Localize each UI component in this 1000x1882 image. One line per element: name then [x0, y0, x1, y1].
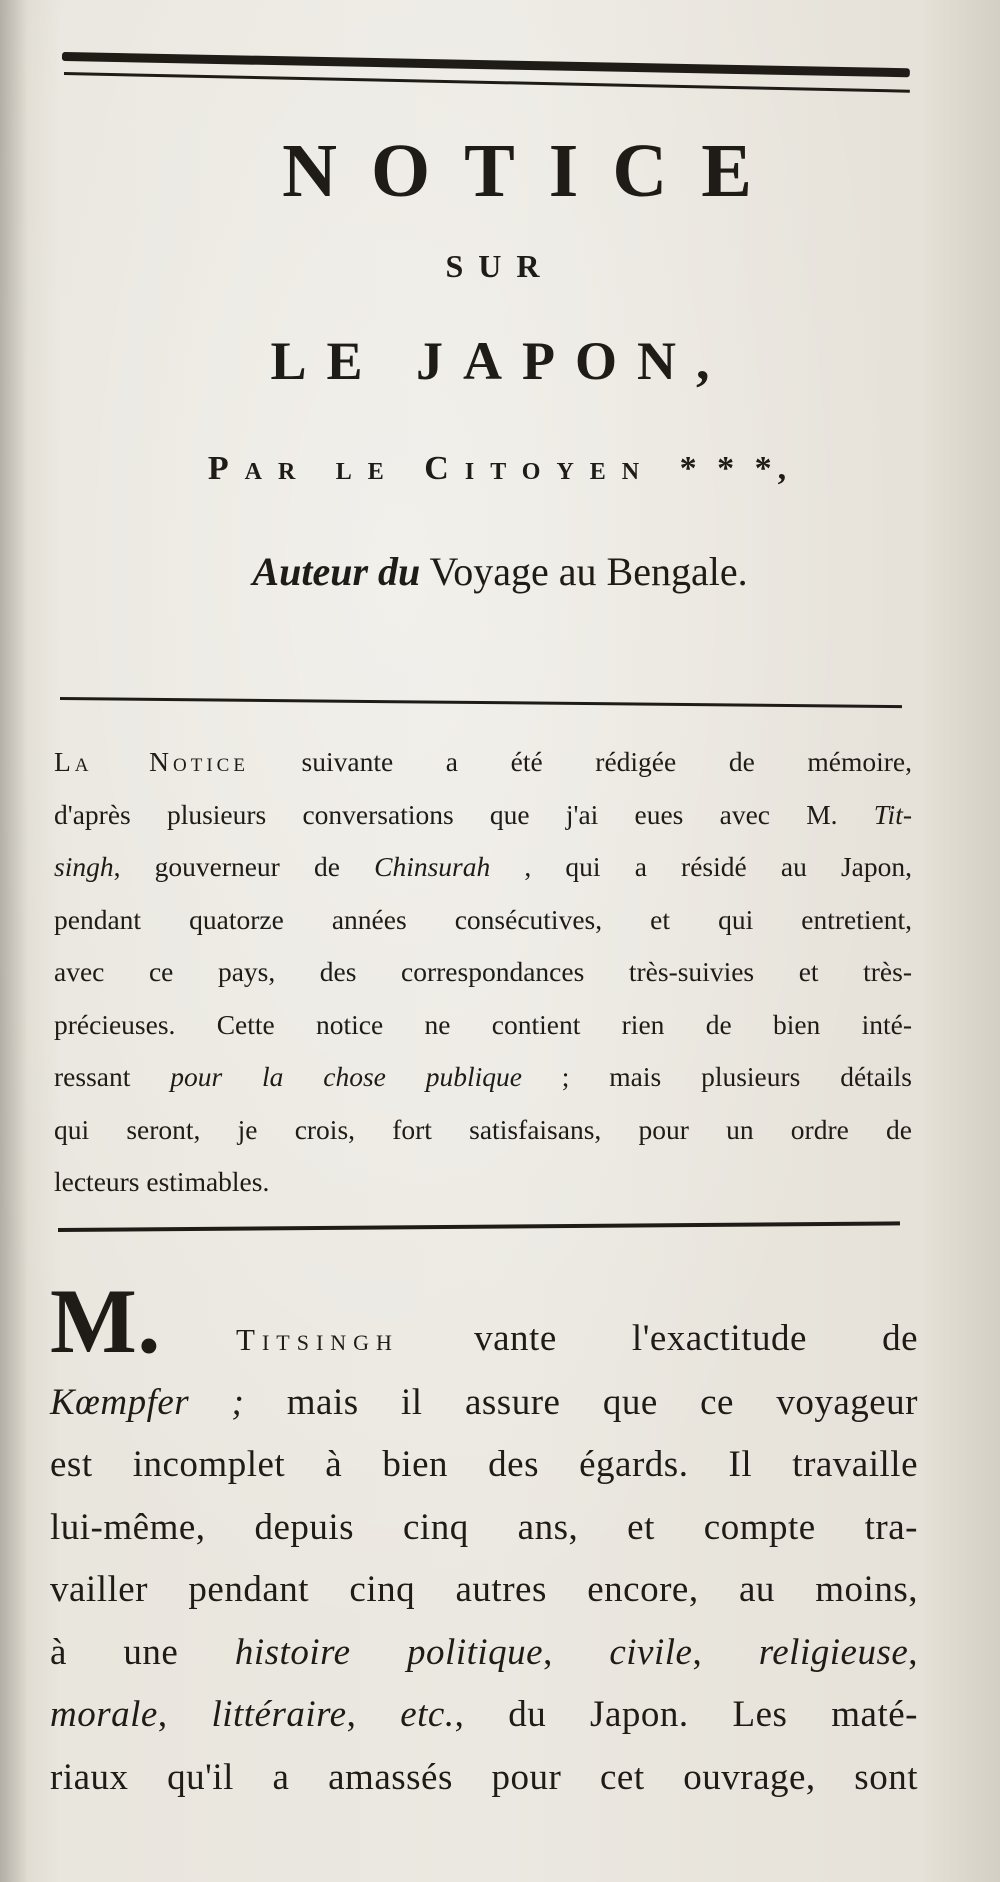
title-subject: LE JAPON, [270, 331, 730, 391]
body-line [50, 1622, 918, 1685]
intro-text: suivante a été rédigée de mémoire, [248, 746, 913, 777]
byline [0, 450, 1000, 488]
body-text: , du Japon. Les maté- [454, 1694, 918, 1735]
body-paragraph [50, 1270, 919, 1809]
intro-line [54, 1051, 912, 1104]
intro-line: précieuses. Cette notice ne contient rien de bien inté- [54, 1008, 912, 1040]
body-italic: histoire politique [234, 1631, 544, 1673]
intro-line [54, 736, 912, 789]
body-text: , [543, 1631, 610, 1673]
body-italic: littéraire [211, 1694, 347, 1735]
intro-text: ressant [54, 1061, 171, 1092]
body-italic: morale [50, 1694, 158, 1735]
body-line [50, 1372, 918, 1435]
intro-small-caps: La Notice [54, 746, 249, 777]
author-credit-italic: Auteur du [252, 549, 421, 594]
intro-italic: Chinsurah [374, 851, 491, 882]
section-rule-lower [58, 1221, 900, 1232]
page-title: NOTICE [282, 129, 786, 213]
intro-text: , qui a résidé au Japon, [490, 851, 913, 882]
body-line: lui-même, depuis cinq ans, et compte tra- [50, 1506, 918, 1548]
intro-italic: Tit- [873, 798, 912, 830]
author-credit [0, 548, 1000, 595]
author-credit-work: Voyage au Bengale. [420, 549, 748, 594]
body-line [50, 1684, 918, 1747]
byline-stars: * * *, [679, 450, 793, 487]
body-italic: etc. [400, 1694, 455, 1735]
intro-line: avec ce pays, des correspondances très-suivies et très- [54, 956, 912, 987]
intro-italic: singh [54, 851, 114, 882]
body-text: , [908, 1631, 919, 1673]
intro-line: qui seront, je crois, fort satisfaisans, pour un ordre de [54, 1113, 912, 1145]
intro-text: d'après plusieurs conversations que j'ai eues avec M. [54, 798, 874, 830]
body-text: , [157, 1694, 212, 1735]
body-text: , [346, 1694, 401, 1735]
intro-paragraph [54, 736, 912, 1209]
body-line: riaux qu'il a amassés pour cet ouvrage, sont [50, 1756, 918, 1798]
title-sur: SUR [445, 248, 555, 284]
body-line [50, 1270, 918, 1372]
body-text: à une [50, 1631, 235, 1673]
intro-line: lecteurs estimables. [54, 1166, 270, 1197]
body-text: mais il assure que ce voyageur [244, 1381, 919, 1423]
top-thin-rule [64, 72, 910, 93]
body-small-caps: Titsingh [236, 1322, 399, 1357]
body-line: vailler pendant cinq autres encore, au moins, [50, 1569, 918, 1610]
intro-line [54, 789, 912, 842]
intro-text: , gouverneur de [113, 851, 375, 882]
body-italic: religieuse [758, 1631, 909, 1673]
section-rule-upper [60, 697, 902, 708]
intro-line: pendant quatorze années consécutives, et qui entretient, [54, 903, 912, 935]
body-italic: Kœmpfer ; [50, 1381, 245, 1423]
body-text: vante l'exactitude de [398, 1318, 918, 1359]
body-italic: civile [609, 1631, 693, 1673]
drop-cap: M. [50, 1270, 161, 1372]
top-thick-rule [62, 52, 910, 77]
intro-italic: pour la chose publique [170, 1061, 522, 1092]
intro-text: ; mais plusieurs détails [521, 1061, 912, 1092]
byline-prefix: Par le Citoyen [207, 450, 656, 487]
body-text: , [692, 1631, 759, 1673]
intro-line [54, 841, 912, 894]
body-line: est incomplet à bien des égards. Il travaille [50, 1444, 918, 1485]
